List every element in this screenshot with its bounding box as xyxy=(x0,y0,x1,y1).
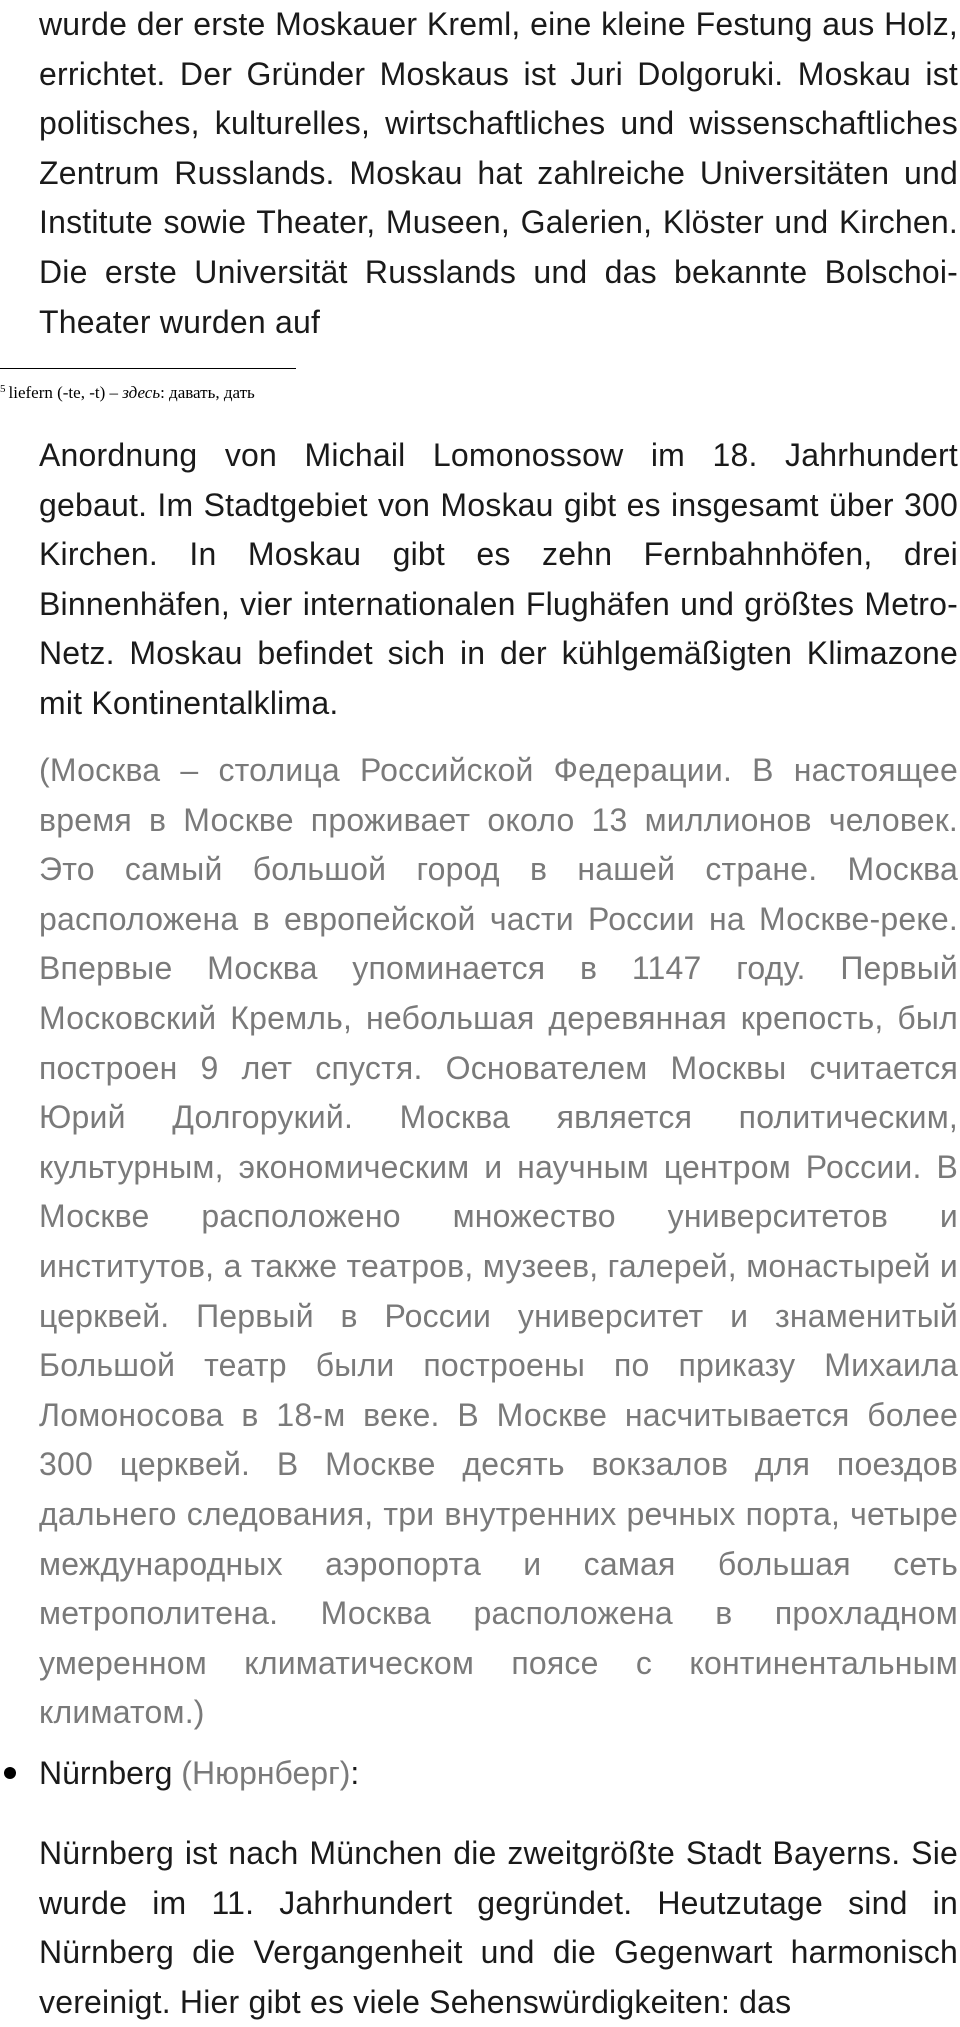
footnote-separator xyxy=(0,368,296,369)
footnote xyxy=(0,378,255,404)
list-item-nuernberg xyxy=(0,1748,958,1798)
list-item-colon: : xyxy=(350,1755,360,1791)
footnote-italic-word: здесь xyxy=(122,383,161,402)
list-item-title: Nürnberg xyxy=(39,1755,173,1791)
paragraph-moscow-continued: Anordnung von Michail Lomonossow im 18. Jahrhundert gebaut. Im Stadtgebiet von Moskau gibt es insgesamt über 300 Kirchen. In Moskau gibt es zehn Fernbahnhöfen, drei Binnenhäfen, vier internationalen Flughäfen und größtes Metro-Netz. Moskau befindet sich in der kühlgemäßigten Klimazone mit Kontinentalklima. xyxy=(39,437,958,721)
footnote-text-before: liefern (-te, -t) – xyxy=(8,383,123,402)
paragraph-nuernberg: Nürnberg ist nach München die zweitgrößte Stadt Bayerns. Sie wurde im 11. Jahrhundert gegründet. Heutzutage sind in Nürnberg die Vergangenheit und die Gegenwart harmonisch vereinigt. Hier gibt es viele Sehenswürdigkeiten: das xyxy=(39,1835,958,2020)
list-item-translation: (Нюрнберг) xyxy=(181,1755,351,1791)
list-item-heading xyxy=(39,1748,359,1798)
bullet-icon xyxy=(4,1767,16,1779)
translation-paragraph-russian: (Москва – столица Российской Федерации. В настоящее время в Москве проживает около 13 миллионов человек. Это самый большой город в нашей стране. Москва расположена в европейской части России на Москве-реке. Впервые Москва упоминается в 1147 году. Первый Московский Кремль, небольшая деревянная крепость, был построен 9 лет спустя. Основателем Москвы считается Юрий Долгорукий. Москва является политическим, культурным, экономическим и научным центром России. В Москве расположено множество университетов и институтов, а также театров, музеев, галерей, монастырей и церквей. Первый в России университет и знаменитый Большой театр были построены по приказу Михаила Ломоносова в 18-м веке. В Москве насчитывается более 300 церквей. В Москве десять вокзалов для поездов дальнего следования, три внутренних речных порта, четыре международных аэропорта и самая большая сеть метрополитена. Москва расположена в прохладном умеренном климатическом поясе с континентальным климатом.) xyxy=(39,752,958,1731)
footnote-number: 5 xyxy=(0,383,6,395)
paragraph-moscow-history: wurde der erste Moskauer Kreml, eine kleine Festung aus Holz, errichtet. Der Gründer Moskaus ist Juri Dolgoruki. Moskau ist politisches, kulturelles, wirtschaftliches und wissenschaftliches Zentrum Russlands. Moskau hat zahlreiche Universitäten und Institute sowie Theater, Museen, Galerien, Klöster und Kirchen. Die erste Universität Russlands und das bekannte Bolschoi-Theater wurden auf xyxy=(39,6,958,340)
footnote-text-after: : давать, дать xyxy=(160,383,255,402)
